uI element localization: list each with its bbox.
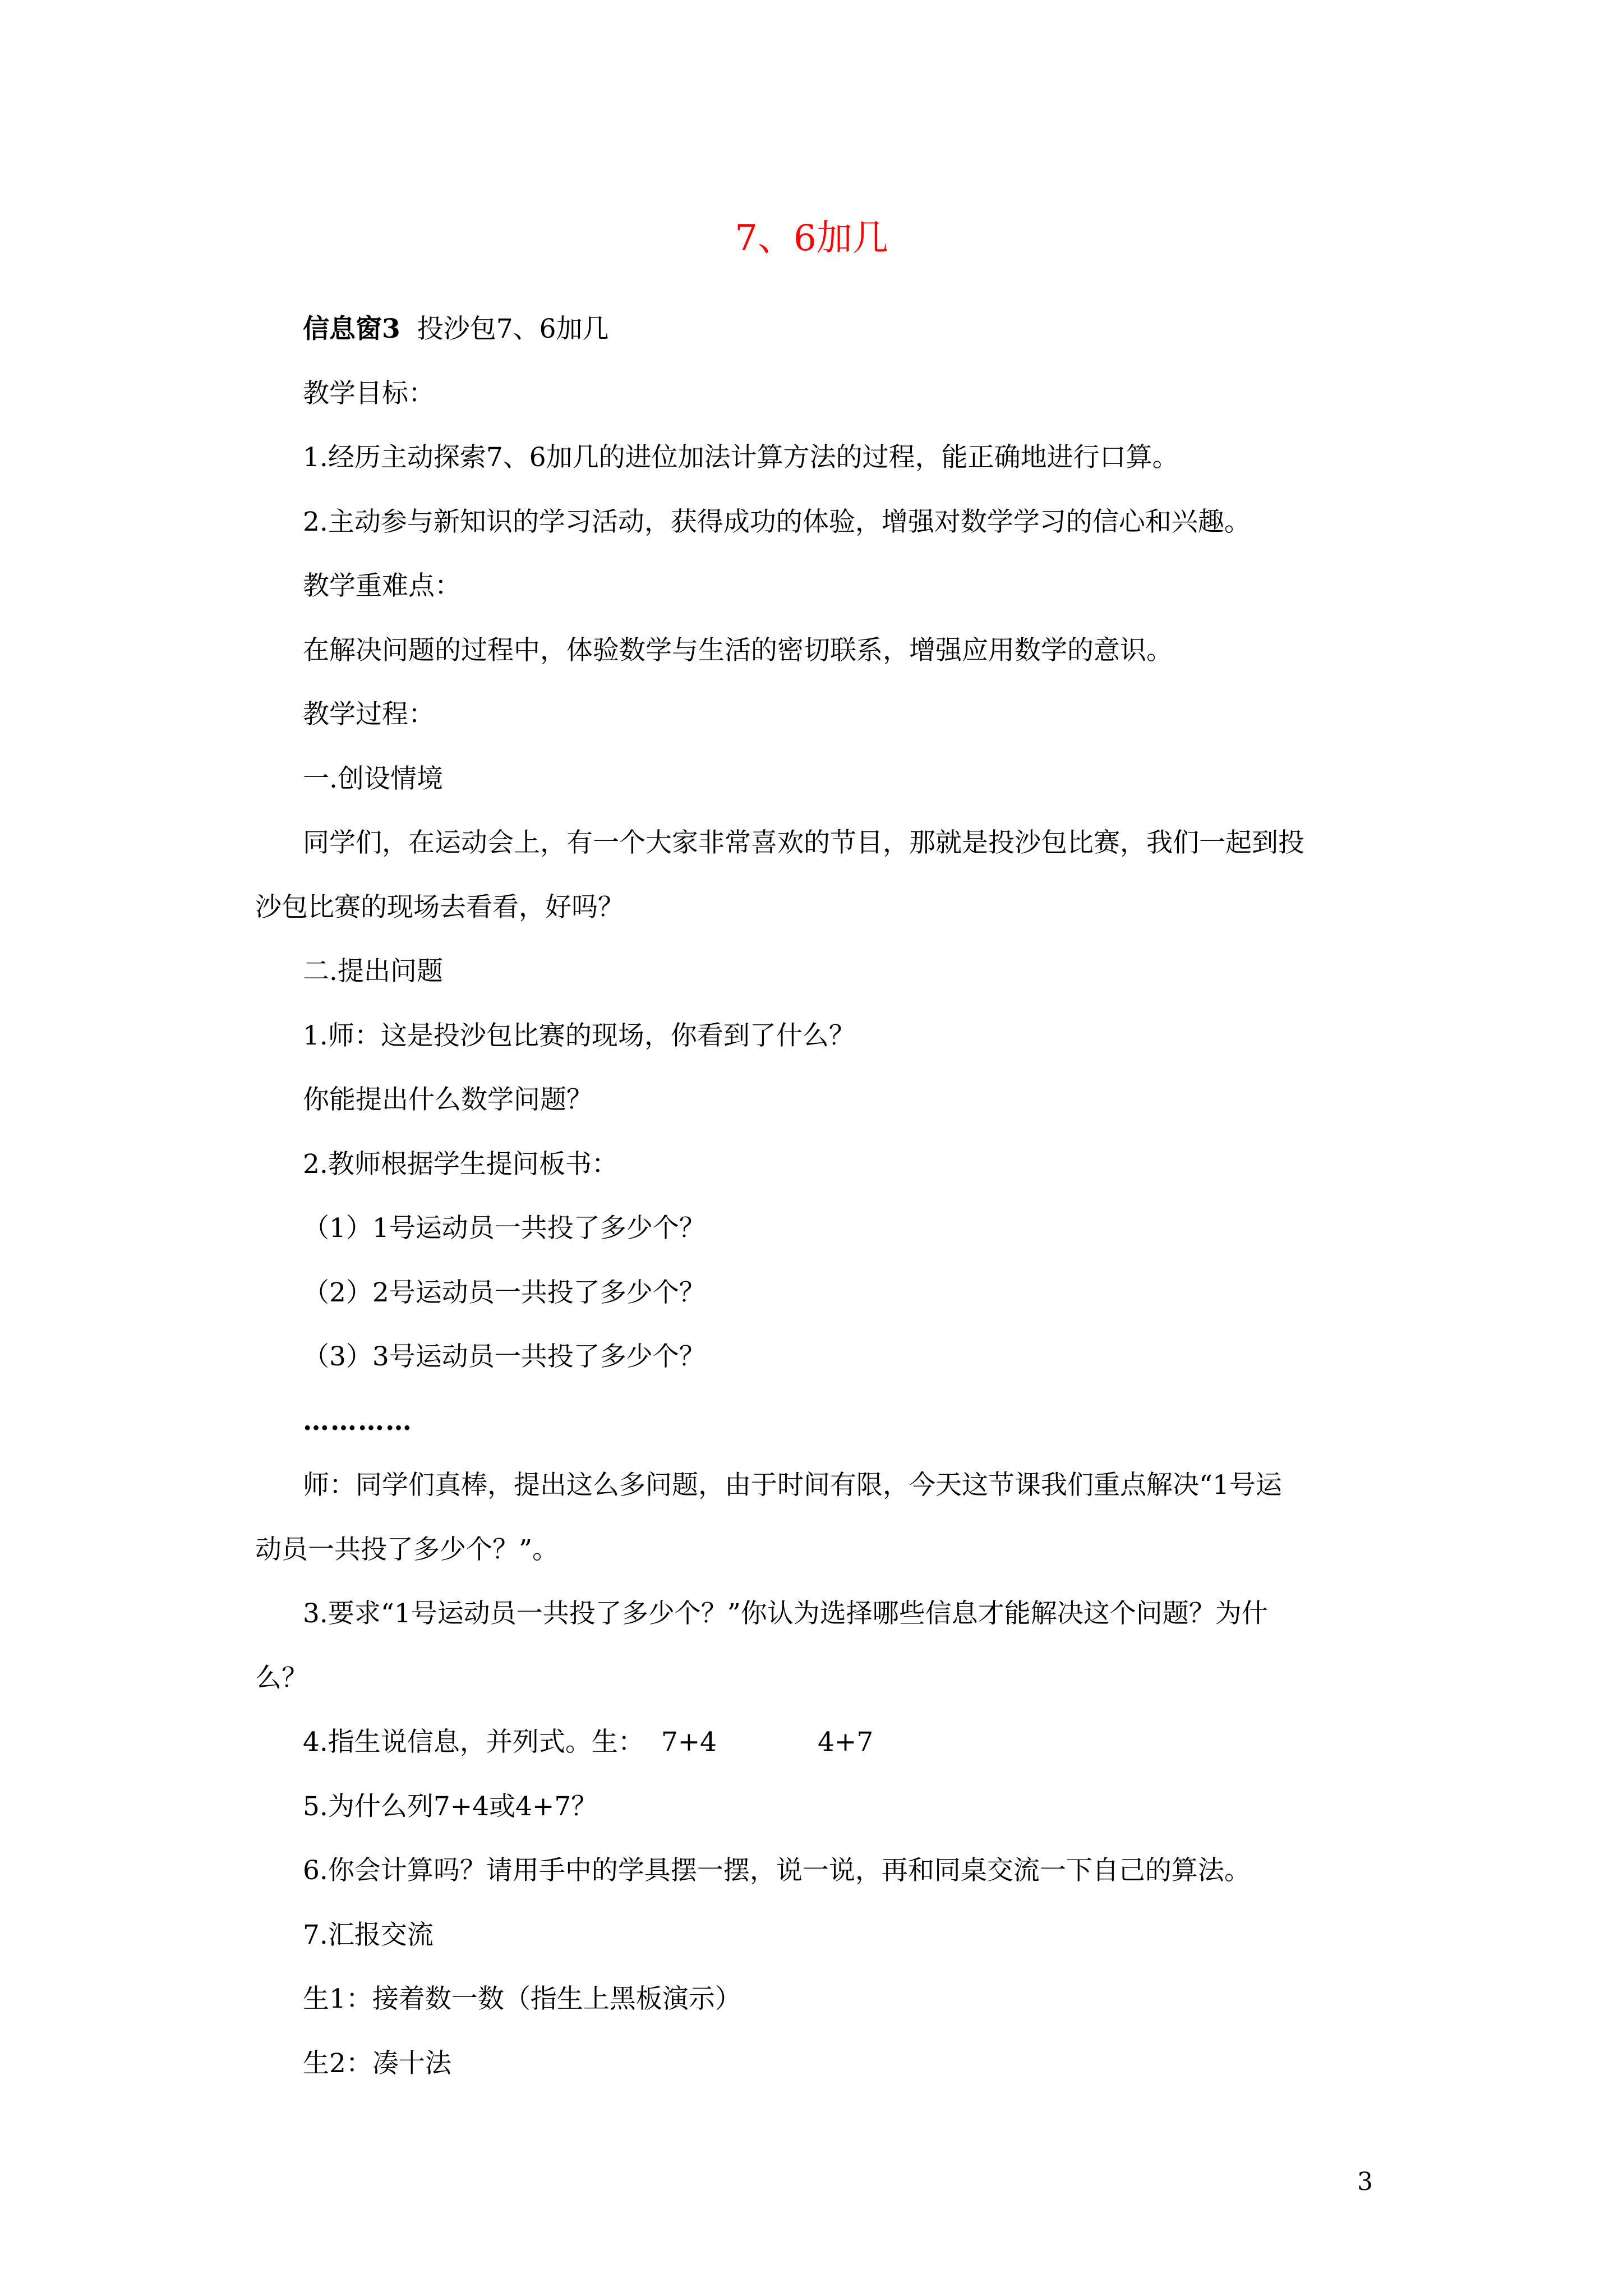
section-heading-objectives: 教学目标： (303, 378, 435, 409)
question-item-1: （1）1号运动员一共投了多少个？ (303, 1213, 706, 1244)
document-body (255, 297, 1380, 2096)
page-number: 3 (1357, 2168, 1373, 2196)
question-item-2: （2）2号运动员一共投了多少个？ (303, 1277, 706, 1308)
step-heading-1: 一.创设情境 (303, 763, 443, 794)
equation-line (303, 1710, 1380, 1775)
info-window-line (303, 297, 1380, 362)
paragraph-line-continued: 沙包比赛的现场去看看，好吗？ (255, 891, 624, 923)
question-item-3: （3）3号运动员一共投了多少个？ (303, 1341, 706, 1372)
objective-2: 2.主动参与新知识的学习活动，获得成功的体验，增强对数学学习的信心和兴趣。 (303, 506, 1251, 537)
page-title: 7、6加几 (735, 218, 888, 259)
equation-lead: 4.指生说信息，并列式。生： (303, 1727, 644, 1757)
paragraph-line: 师：同学们真棒，提出这么多问题，由于时间有限，今天这节课我们重点解决“1号运 (303, 1470, 1282, 1501)
info-window-label: 信息窗3 (303, 314, 400, 344)
paragraph-line: 生2：凑十法 (303, 2047, 451, 2079)
equation-1: 7+4 (661, 1727, 717, 1757)
info-window-text: 投沙包7、6加几 (417, 314, 609, 344)
paragraph-line: 1.师：这是投沙包比赛的现场，你看到了什么？ (303, 1020, 855, 1051)
paragraph-line: 你能提出什么数学问题？ (303, 1084, 593, 1115)
step-heading-2: 二.提出问题 (303, 956, 443, 987)
ellipsis-line: ………… (303, 1405, 413, 1437)
section-heading-process: 教学过程： (303, 699, 435, 730)
paragraph-line: 生1：接着数一数（指生上黑板演示） (303, 1984, 741, 2014)
paragraph-line: 2.教师根据学生提问板书： (303, 1148, 618, 1180)
section-heading-key-points: 教学重难点： (303, 570, 461, 601)
paragraph-line: 6.你会计算吗？请用手中的学具摆一摆，说一说，再和同桌交流一下自己的算法。 (303, 1855, 1251, 1886)
equation-2: 4+7 (818, 1727, 874, 1757)
paragraph-line-continued: 么？ (255, 1662, 308, 1694)
paragraph-line: 5.为什么列7+4或4+7？ (303, 1791, 598, 1822)
key-points-text: 在解决问题的过程中，体验数学与生活的密切联系，增强应用数学的意识。 (303, 634, 1173, 666)
paragraph-line-continued: 动员一共投了多少个？”。 (255, 1534, 559, 1565)
objective-1: 1.经历主动探索7、6加几的进位加法计算方法的过程，能正确地进行口算。 (303, 442, 1179, 473)
paragraph-line: 3.要求“1号运动员一共投了多少个？”你认为选择哪些信息才能解决这个问题？为什 (303, 1598, 1268, 1629)
paragraph-line: 7.汇报交流 (303, 1919, 434, 1950)
paragraph-line: 同学们，在运动会上，有一个大家非常喜欢的节目，那就是投沙包比赛，我们一起到投 (303, 827, 1304, 858)
